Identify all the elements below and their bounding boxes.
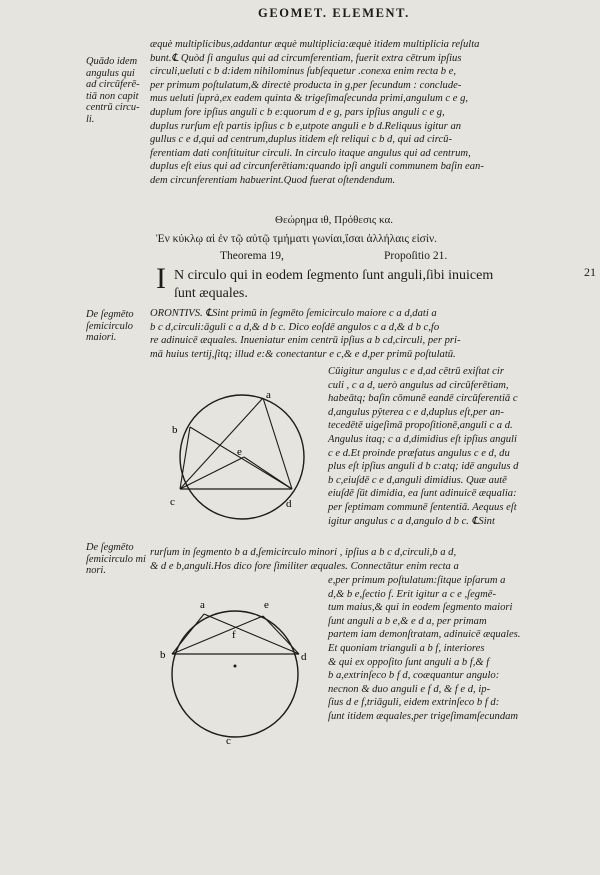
margin-line: nori. xyxy=(86,565,106,577)
text-line: & d e b,anguli.Hos dico fore ſimiliter æquales. Connectātur enim recta a xyxy=(150,560,459,572)
text-line: per primum poſtulatum,& directè producta in g,per ſecundum : conclude- xyxy=(150,79,462,91)
bottom-full-lines xyxy=(150,546,580,573)
text-line: b a,extrinſeco b f d, coæquantur angulo: xyxy=(328,670,500,682)
fig2-label-a: a xyxy=(200,599,205,611)
text-line: ſius d e f,triāguli, eidem extrinſeco b f d: xyxy=(328,697,500,709)
text-line: Et quoniam trianguli a b f, interiores xyxy=(328,642,485,654)
enunciation-line-1: N circulo qui in eodem ſegmento ſunt anguli,ſibi inuicem xyxy=(174,268,494,283)
text-line: eiuſdē ſūt dimidia, ea ſunt adinuicē æqualia: xyxy=(328,488,517,500)
fig1-label-c: c xyxy=(170,496,175,508)
right-column-2 xyxy=(328,574,588,724)
theorem-label: Theorema 19, xyxy=(220,250,284,262)
fig1-label-a: a xyxy=(266,389,271,401)
text-line: per ſeptimam communē ſententiā. Aequus eſt xyxy=(328,501,517,513)
top-paragraph xyxy=(150,38,580,188)
text-line: circuli,ueluti c b d:idem nihilominus ſubſequetur .conexa enim recta b e, xyxy=(150,66,457,78)
margin-line: li. xyxy=(86,113,95,125)
text-line: mā huius tertij,ſitq; illud e:& conectantur e c,& e d,per primū poſtulatū. xyxy=(150,348,456,360)
figure-circle-minor-segment xyxy=(160,596,320,746)
text-line: e,per primum poſtulatum:ſitque ipſarum a xyxy=(328,575,506,586)
text-line: æquè multiplicibus,addantur æquè multiplicia:æquè itidem multiplicia reſulta xyxy=(150,39,480,50)
margin-line: angulus qui xyxy=(86,67,135,79)
text-line: gullus c e d,qui ad centrum,duplus itidem eſt reliqui c b d, qui ad circū- xyxy=(150,134,452,146)
fig2-label-c: c xyxy=(226,735,231,746)
side-number: 21 xyxy=(584,265,596,279)
text-line: igitur angulus c a d,angulo d b c. ℄Sint xyxy=(328,515,495,527)
margin-line: ad circūferē- xyxy=(86,79,140,91)
greek-enunciation: Ἐν κύκλῳ αἱ ἐν τῷ αὐτῷ τμήματι γωνίαι,ἴσαι ἀλλήλαις εἰσίν. xyxy=(156,233,438,245)
fig1-label-e: e xyxy=(237,446,242,458)
margin-line: ſemicirculo xyxy=(86,320,133,332)
text-line: ſunt anguli a b e,& e d a, per primam xyxy=(328,615,487,627)
figure-circle-major-segment xyxy=(160,385,325,530)
text-line: mus ueluti ſuprà,ex eadem quinta & trigeſimaſecunda primi,angulum c e g, xyxy=(150,93,469,105)
right-column-1 xyxy=(328,365,588,528)
fig2-label-e: e xyxy=(264,599,269,611)
text-line: & qui ex oppoſito ſunt anguli a b f,& f xyxy=(328,656,490,668)
text-line: ORONTIVS. ℄Sint primū in ſegmēto ſemicirculo maiore c a d,dati a xyxy=(150,308,437,319)
text-line: re adinuicē æquales. Inueniatur enim centrū ipſius a b cd,circuli, per pri- xyxy=(150,335,461,347)
text-line: necnon & duo anguli e f d, & f e d, ip- xyxy=(328,683,491,695)
text-line: habeātq; baſin cōmunē eandē circūferentiā c xyxy=(328,393,518,405)
fig1-label-b: b xyxy=(172,424,178,436)
text-line: bunt.℄ Quòd ſi angulus qui ad circumferentiam, fuerit extra cētrum ipſius xyxy=(150,52,462,64)
text-line: tum maius,& qui in eodem ſegmento maiori xyxy=(328,602,513,614)
margin-line: tiā non capit xyxy=(86,90,139,102)
margin-note-2 xyxy=(86,309,156,344)
fig2-label-b: b xyxy=(160,649,166,661)
text-line: ſunt itidem æquales,per trigeſimamſecundam xyxy=(328,710,519,722)
text-line: b c,eiuſdē c e d,anguli dimidius. Quæ autē xyxy=(328,474,507,486)
text-line: culi , c a d, uerò angulus ad circūferētiam, xyxy=(328,379,509,391)
margin-line: centrū circu- xyxy=(86,102,140,114)
text-line: Angulus itaq; c a d,dimidius eſt ipſius anguli xyxy=(328,433,517,445)
text-line: duplus rurſum eſt partis ipſius c b e,utpote anguli e b d.Reliquus igitur an xyxy=(150,120,462,132)
text-line: Cūigitur angulus c e d,ad cētrū exiſtat cir xyxy=(328,366,504,377)
text-line: dem circunferentiam habuerint.Quod fuerat oſtendendum. xyxy=(150,174,396,186)
text-line: c e d.Et proinde præfatus angulus c e d, du xyxy=(328,447,510,459)
running-head: GEOMET. ELEMENT. xyxy=(258,6,410,20)
fig2-label-d: d xyxy=(301,651,307,663)
margin-line: De ſegmēto xyxy=(86,309,134,320)
text-line: tecedētē uigeſimā propoſitionē,anguli c a d. xyxy=(328,420,513,432)
text-line: b c d,circuli:āguli c a d,& d b c. Dico eoſdē angulos c a d,& d b c,fo xyxy=(150,321,440,333)
drop-initial: I xyxy=(156,262,166,295)
enunciation-line-2: ſunt æquales. xyxy=(174,286,248,301)
margin-note-3 xyxy=(86,542,156,577)
text-line: plus eſt ipſius anguli d b c:atq; idē angulus d xyxy=(328,461,519,473)
greek-title: Θεώρημα ιθ, Πρόθεσις κα. xyxy=(275,214,393,226)
margin-line: ſemicirculo mi xyxy=(86,553,146,565)
orontius-paragraph xyxy=(150,307,580,361)
text-line: d,& b e,ſectio f. Erit igitur a c e ,ſegmē- xyxy=(328,588,496,600)
text-line: partem iam demonſtratam, adinuicē æquales. xyxy=(328,629,521,641)
margin-note-1 xyxy=(86,56,156,126)
text-line: duplum fore ipſius anguli c b e:quorum d e g, pars ipſius anguli c e g, xyxy=(150,106,445,118)
text-line: rurſum in ſegmento b a d,ſemicirculo minori , ipſius a b c d,circuli,b a d, xyxy=(150,547,457,558)
margin-line: De ſegmēto xyxy=(86,542,134,553)
text-line: d,angulus pŷterea c e d,duplus eſt,per an- xyxy=(328,406,504,418)
margin-line: Quādo idem xyxy=(86,56,138,67)
text-line: ferentiam dati conſtituitur circuli. In circulo itaque angulus qui ad centrum, xyxy=(150,147,471,159)
fig1-label-d: d xyxy=(286,498,292,510)
margin-line: maiori. xyxy=(86,332,117,344)
propositio-label: Propoſitio 21. xyxy=(384,250,448,262)
fig2-label-f: f xyxy=(232,629,236,641)
text-line: duplus eſt eius qui ad circunferētiam:quando ipſi anguli communem baſin ean- xyxy=(150,161,484,173)
